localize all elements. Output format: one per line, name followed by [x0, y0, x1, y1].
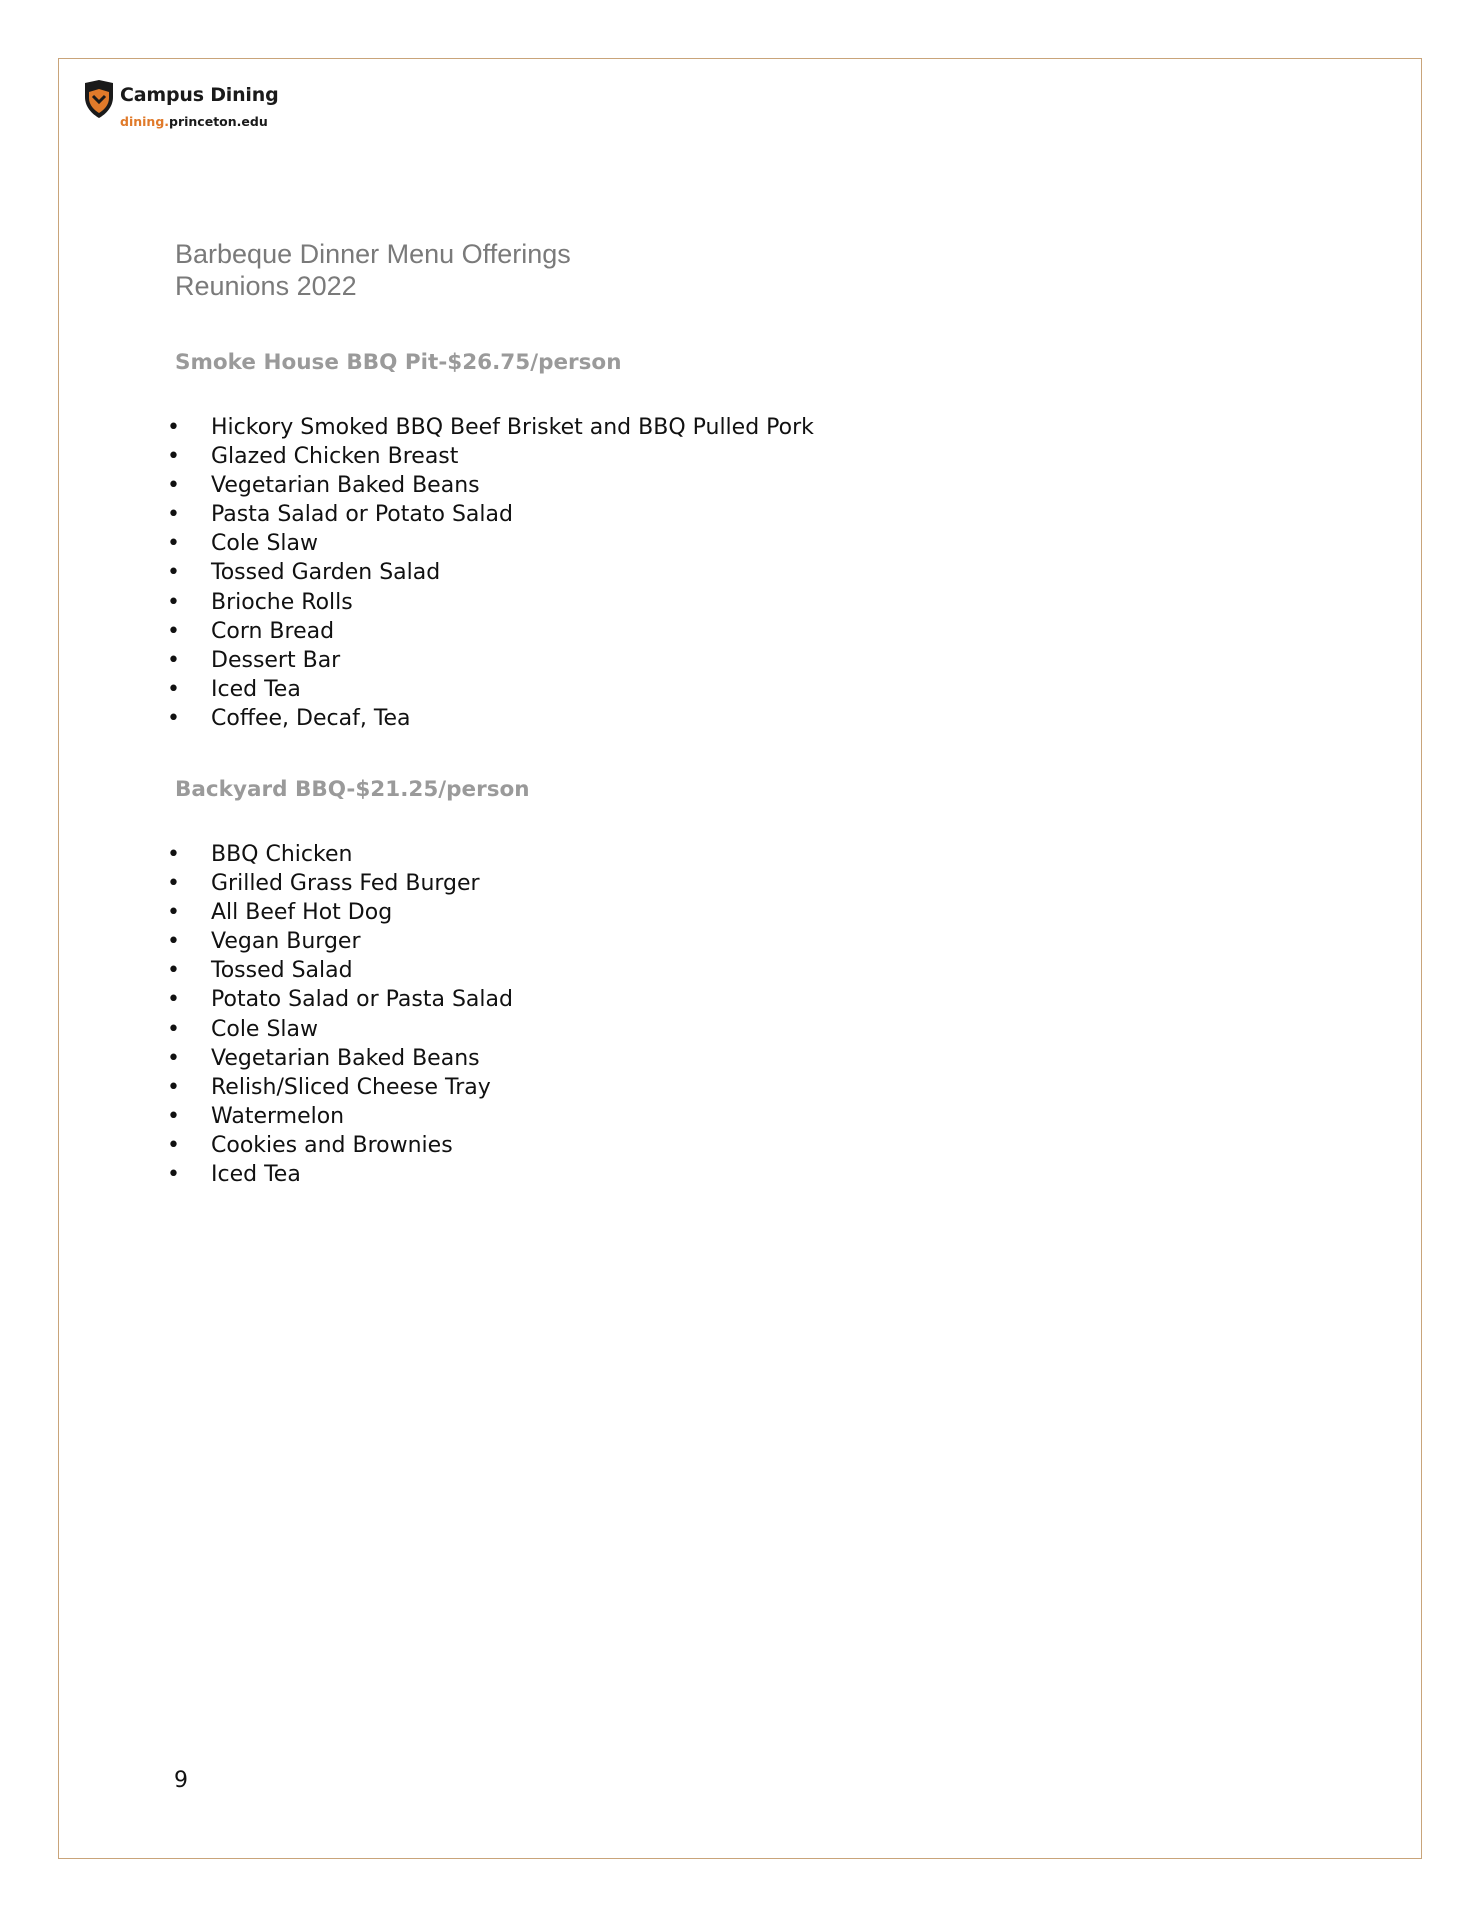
list-item: • Cookies and Brownies: [167, 1131, 513, 1160]
list-item: • Tossed Salad: [167, 956, 513, 985]
list-item: • Cole Slaw: [167, 1015, 513, 1044]
list-item: • BBQ Chicken: [167, 840, 513, 869]
bullet: •: [167, 502, 180, 528]
menu-list-smoke-house: [167, 413, 814, 733]
bullet: •: [167, 1132, 180, 1158]
bullet: •: [167, 1074, 180, 1100]
bullet: •: [167, 560, 180, 586]
bullet: •: [167, 531, 180, 557]
list-item: • Potato Salad or Pasta Salad: [167, 985, 513, 1014]
list-item: • Corn Bread: [167, 617, 814, 646]
bullet: •: [167, 842, 180, 867]
list-item: • Hickory Smoked BBQ Beef Brisket and BBQ Pulled Pork: [167, 413, 814, 442]
bullet: •: [167, 444, 180, 470]
bullet: •: [167, 473, 180, 499]
menu-list-backyard: [167, 840, 513, 1189]
bullet: •: [167, 415, 180, 440]
list-item: • Grilled Grass Fed Burger: [167, 869, 513, 898]
bullet: •: [167, 1162, 180, 1188]
bullet: •: [167, 1045, 180, 1071]
page-title-block: [175, 238, 571, 302]
list-item: • Brioche Rolls: [167, 588, 814, 617]
list-item: • Vegan Burger: [167, 927, 513, 956]
section-heading-smoke-house: Smoke House BBQ Pit-$26.75/person: [175, 350, 622, 375]
logo-url-domain: princeton.edu: [169, 114, 268, 129]
bullet: •: [167, 618, 180, 644]
list-item: • Iced Tea: [167, 1160, 513, 1189]
bullet: •: [167, 647, 180, 673]
bullet: •: [167, 676, 180, 702]
shield-icon: [84, 80, 114, 118]
logo-url: [120, 114, 268, 129]
campus-dining-logo: [84, 80, 304, 136]
bullet: •: [167, 1103, 180, 1129]
list-item: • Glazed Chicken Breast: [167, 442, 814, 471]
section-heading-backyard: Backyard BBQ-$21.25/person: [175, 777, 530, 802]
list-item: • Tossed Garden Salad: [167, 558, 814, 587]
page-title: Barbeque Dinner Menu Offerings: [175, 239, 571, 269]
bullet: •: [167, 705, 180, 731]
bullet: •: [167, 1016, 180, 1042]
list-item: • Pasta Salad or Potato Salad: [167, 500, 814, 529]
bullet: •: [167, 987, 180, 1013]
list-item: • Relish/Sliced Cheese Tray: [167, 1073, 513, 1102]
logo-url-accent: dining.: [120, 114, 170, 129]
list-item: • Dessert Bar: [167, 646, 814, 675]
list-item: • Vegetarian Baked Beans: [167, 471, 814, 500]
bullet: •: [167, 589, 180, 615]
page-number: 9: [174, 1768, 188, 1793]
list-item: • All Beef Hot Dog: [167, 898, 513, 927]
bullet: •: [167, 900, 180, 926]
bullet: •: [167, 871, 180, 897]
bullet: •: [167, 958, 180, 984]
list-item: • Watermelon: [167, 1102, 513, 1131]
list-item: • Cole Slaw: [167, 529, 814, 558]
logo-name: Campus Dining: [120, 84, 279, 106]
list-item: • Iced Tea: [167, 675, 814, 704]
list-item: • Coffee, Decaf, Tea: [167, 704, 814, 733]
bullet: •: [167, 929, 180, 955]
page-subtitle: Reunions 2022: [175, 271, 357, 301]
list-item: • Vegetarian Baked Beans: [167, 1044, 513, 1073]
